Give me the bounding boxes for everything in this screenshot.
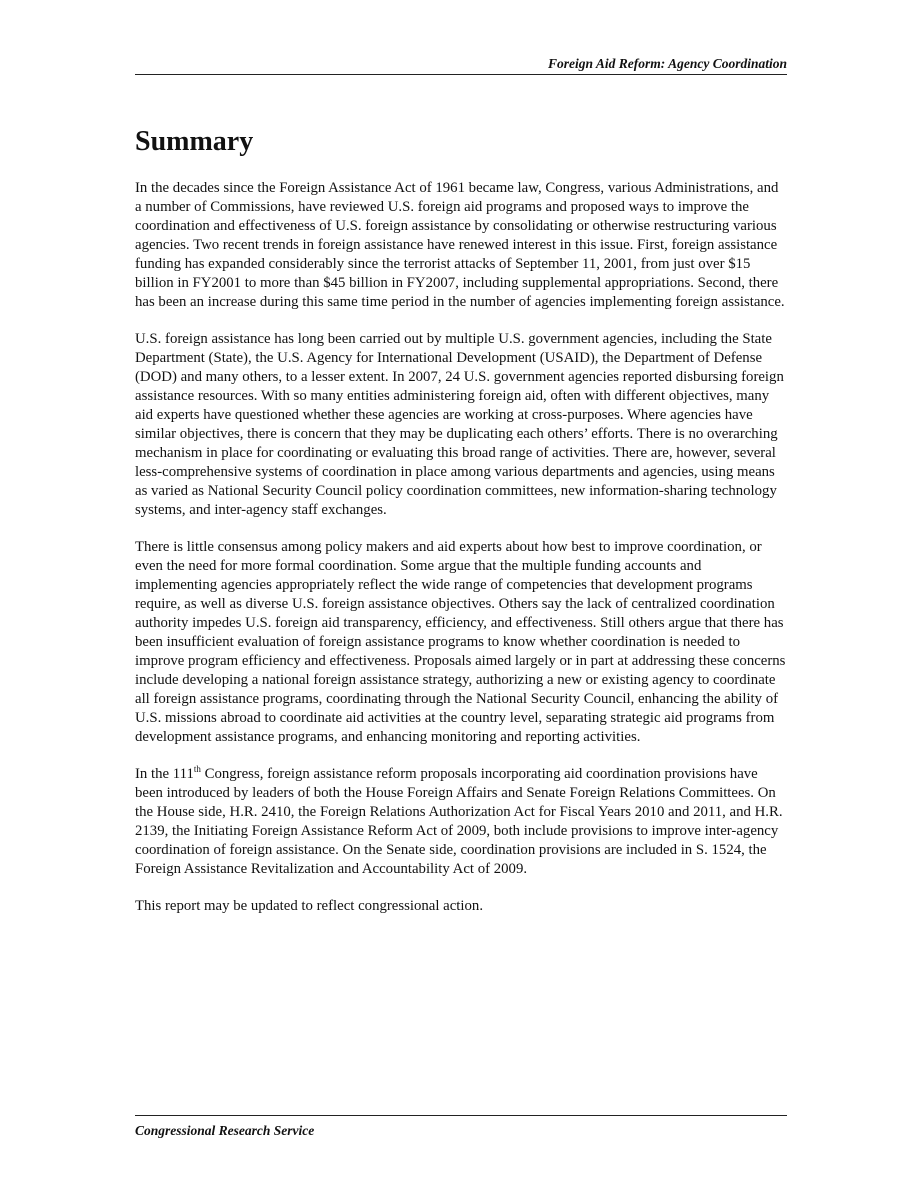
- running-header: [135, 55, 787, 75]
- paragraph-intro: In the decades since the Foreign Assistance Act of 1961 became law, Congress, various Administrations, and a number of Commissions, have reviewed U.S. foreign aid programs and proposed ways to improve the coordination and effectiveness of U.S. foreign assistance by consolidating or otherwise restructuring various agencies. Two recent trends in foreign assistance have renewed interest in this issue. First, foreign assistance funding has expanded considerably since the terrorist attacks of September 11, 2001, from just over $15 billion in FY2001 to more than $45 billion in FY2007, including supplemental appropriations. Second, there has been an increase during this same time period in the number of agencies implementing foreign assistance.: [135, 180, 785, 310]
- main-content: [135, 124, 787, 934]
- paragraph-agencies: U.S. foreign assistance has long been carried out by multiple U.S. government agencies, including the State Department (State), the U.S. Agency for International Development (USAID), the Department of Defense (DOD) and many others, to a lesser extent. In 2007, 24 U.S. government agencies reported disbursing foreign assistance resources. With so many entities administering foreign aid, often with different objectives, many aid experts have questioned whether these agencies are working at cross-purposes. Where agencies have similar objectives, there is concern that they may be duplicating each others’ efforts. There is no overarching mechanism in place for coordinating or evaluating this broad range of activities. There are, however, several less-comprehensive systems of coordination in place among various departments and agencies, using means as varied as National Security Council policy coordination committees, new information-sharing technology systems, and inter-agency staff exchanges.: [135, 331, 784, 518]
- paragraph-congress: [135, 765, 787, 879]
- congress-text-rest: Congress, foreign assistance reform proposals incorporating aid coordination provisions have been introduced by leaders of both the House Foreign Affairs and Senate Foreign Relations Committees. On the House side, H.R. 2410, the Foreign Relations Authorization Act for Fiscal Years 2010 and 2011, and H.R. 2139, the Initiating Foreign Assistance Reform Act of 2009, both include provisions to improve inter-agency coordination of foreign assistance. On the Senate side, coordination provisions are included in S. 1524, the Foreign Assistance Revitalization and Accountability Act of 2009.: [135, 766, 783, 877]
- congress-text-start: In the 111: [135, 766, 194, 782]
- footer-rule: [135, 1115, 787, 1116]
- section-heading: Summary: [135, 126, 254, 157]
- header-title: Foreign Aid Reform: Agency Coordination: [547, 56, 787, 71]
- header-rule: [135, 74, 787, 75]
- paragraph-closing: This report may be updated to reflect congressional action.: [135, 898, 484, 914]
- paragraph-consensus: There is little consensus among policy makers and aid experts about how best to improve coordination, or even the need for more formal coordination. Some argue that the multiple funding accounts and implementing agencies appropriately reflect the wide range of competencies that development programs require, as well as diverse U.S. foreign assistance objectives. Others say the lack of centralized coordination authority impedes U.S. foreign aid transparency, efficiency, and effectiveness. Still others argue that there has been insufficient evaluation of foreign assistance programs to know whether coordination is needed to improve program efficiency and effectiveness. Proposals aimed largely or in part at addressing these concerns include developing a national foreign assistance strategy, authorizing a new or existing agency to coordinate all foreign assistance programs, coordinating through the National Security Council, enhancing the ability of U.S. missions abroad to coordinate aid activities at the country level, separating strategic aid programs from development assistance programs, and enhancing monitoring and reporting activities.: [135, 539, 786, 745]
- ordinal-superscript: th: [193, 764, 201, 775]
- footer-text: Congressional Research Service: [135, 1123, 315, 1138]
- running-footer: [135, 1115, 787, 1139]
